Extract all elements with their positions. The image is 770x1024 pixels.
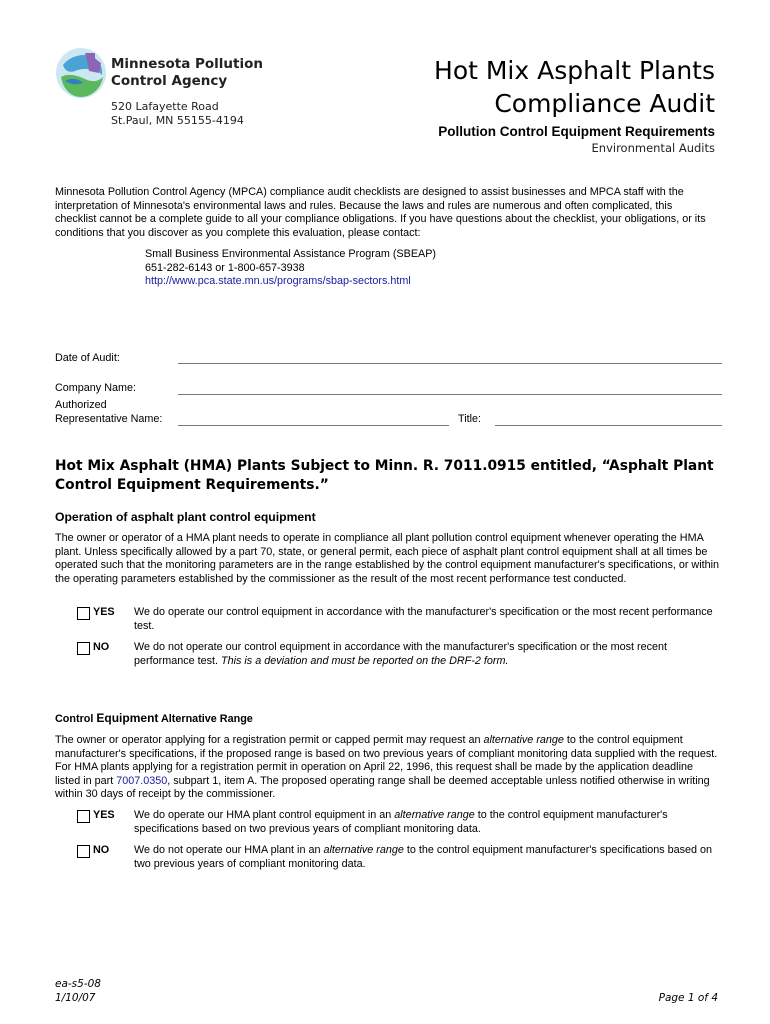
- footer-doc-id: ea-s5-08: [55, 978, 101, 990]
- rep-name-field[interactable]: [178, 425, 449, 426]
- contact-link[interactable]: http://www.pca.state.mn.us/programs/sbap-sectors.html: [145, 275, 411, 288]
- document-subtitle: Pollution Control Equipment Requirements: [438, 124, 715, 139]
- operation-heading: Operation of asphalt plant control equipment: [55, 510, 316, 524]
- date-field[interactable]: [178, 363, 722, 364]
- intro-paragraph: Minnesota Pollution Control Agency (MPCA) compliance audit checklists are designed to assist businesses and MPCA staff with the interpretation of Minnesota's environmental laws and rules. Because the laws and rules are numerous and often complicated, this checklist cannot be a complete guide to all your compliance obligations. If you have questions about the checklist, your obligations, or its conditions that you discover as you complete this evaluation, please contact:: [55, 186, 706, 239]
- alternative-no-text: [134, 844, 714, 871]
- title-label: Title:: [458, 413, 481, 425]
- checkbox-icon: [77, 642, 90, 655]
- alt-heading-c: Alternative Range: [158, 713, 253, 725]
- alt-yes-em: alternative range: [394, 809, 475, 821]
- alternative-yes-checkbox[interactable]: [77, 810, 90, 828]
- alt-yes-b: to the control equipment manufacturer's specifications based on two previous years of compliant monitoring data.: [134, 809, 668, 835]
- contact-name: Small Business Environmental Assistance Program (SBEAP): [145, 248, 437, 260]
- rep-label: [55, 399, 162, 426]
- alternative-yes-label: YES: [93, 809, 115, 821]
- rule-7007-link[interactable]: 7007.0350: [116, 774, 168, 787]
- operation-no-text: [134, 641, 714, 668]
- alt-text-c: , subpart 1, item A. The proposed operating range shall be deemed acceptable unless notified otherwise in writing within 30 days of receipt by the commissioner.: [55, 774, 710, 801]
- contact-phone: 651-282-6143 or 1-800-657-3938: [145, 261, 305, 274]
- company-field[interactable]: [178, 394, 722, 395]
- alternative-paragraph: [55, 734, 720, 802]
- alt-text-em: alternative range: [483, 734, 564, 746]
- rep-label-line2: Representative Name:: [55, 412, 163, 425]
- alternative-no-checkbox[interactable]: [77, 845, 90, 863]
- footer-date: 1/10/07: [55, 992, 96, 1004]
- page-number: Page 1 of 4: [658, 992, 718, 1004]
- alt-yes-a: We do operate our HMA plant control equipment in an: [134, 809, 395, 821]
- checkbox-icon: [77, 810, 90, 823]
- org-name-line1: Minnesota Pollution: [111, 56, 264, 72]
- document-title: [434, 54, 715, 120]
- operation-yes-text: We do operate our control equipment in accordance with the manufacturer's specification or the most recent performance test.: [134, 606, 713, 632]
- section-heading: Hot Mix Asphalt (HMA) Plants Subject to Minn. R. 7011.0915 entitled, “Asphalt Plant Control Equipment Requirements.”: [55, 458, 714, 493]
- title-line1: Hot Mix Asphalt Plants: [434, 56, 715, 85]
- operation-yes-checkbox[interactable]: [77, 607, 90, 625]
- org-name: [111, 56, 263, 90]
- document-subtitle-2: Environmental Audits: [591, 141, 715, 155]
- alt-heading-a: Control: [55, 713, 97, 725]
- alt-no-b: to the control equipment manufacturer's specifications based on two previous years of compliant monitoring data.: [134, 844, 713, 870]
- mpca-logo-icon: [55, 47, 107, 99]
- operation-no-label: NO: [93, 641, 110, 653]
- alt-no-em: alternative range: [323, 844, 404, 856]
- title-line2: Compliance Audit: [494, 89, 715, 118]
- address-line1: 520 Lafayette Road: [111, 100, 219, 113]
- company-label: Company Name:: [55, 382, 137, 394]
- address-line2: St.Paul, MN 55155-4194: [111, 114, 244, 127]
- operation-yes-label: YES: [93, 606, 115, 618]
- org-address: [111, 100, 244, 128]
- alt-heading-b: Equipment: [96, 711, 159, 725]
- title-field[interactable]: [495, 425, 722, 426]
- footer-doc-info: [55, 977, 101, 1005]
- alternative-no-label: NO: [93, 844, 110, 856]
- date-label: Date of Audit:: [55, 352, 120, 364]
- operation-no-checkbox[interactable]: [77, 642, 90, 660]
- contact-block: [145, 248, 436, 289]
- checkbox-icon: [77, 845, 90, 858]
- alt-text-b: to the control equipment manufacturer's specifications, if the proposed range is based on two previous years of compliant monitoring data supplied with the request. For HMA plants applying for a registration permit in operation on April 22, 1996, this request shall be made by the application deadline listed in part: [55, 734, 718, 787]
- alternative-yes-text: [134, 809, 714, 836]
- operation-no-note: This is a deviation and must be reported on the DRF-2 form.: [221, 654, 509, 667]
- operation-paragraph: The owner or operator of a HMA plant needs to operate in compliance all plant pollution control equipment whenever operating the HMA plant. Unless specifically allowed by a part 70, state, or general permit, each piece of asphalt plant control equipment shall at all times be operated such that the monitoring parameters are in the range established by the control equipment manufacturer's specifications, or within the operating parameters established by the commissioner as the result of the most recent performance test conducted.: [55, 532, 720, 585]
- alt-no-a: We do not operate our HMA plant in an: [134, 844, 324, 856]
- alternative-heading: [55, 711, 253, 725]
- org-name-line2: Control Agency: [111, 73, 228, 89]
- operation-no-main: We do not operate our control equipment in accordance with the manufacturer's specification or the most recent performance test.: [134, 641, 667, 667]
- rep-label-line1: Authorized: [55, 399, 107, 411]
- checkbox-icon: [77, 607, 90, 620]
- alt-text-a: The owner or operator applying for a registration permit or capped permit may request an: [55, 734, 484, 746]
